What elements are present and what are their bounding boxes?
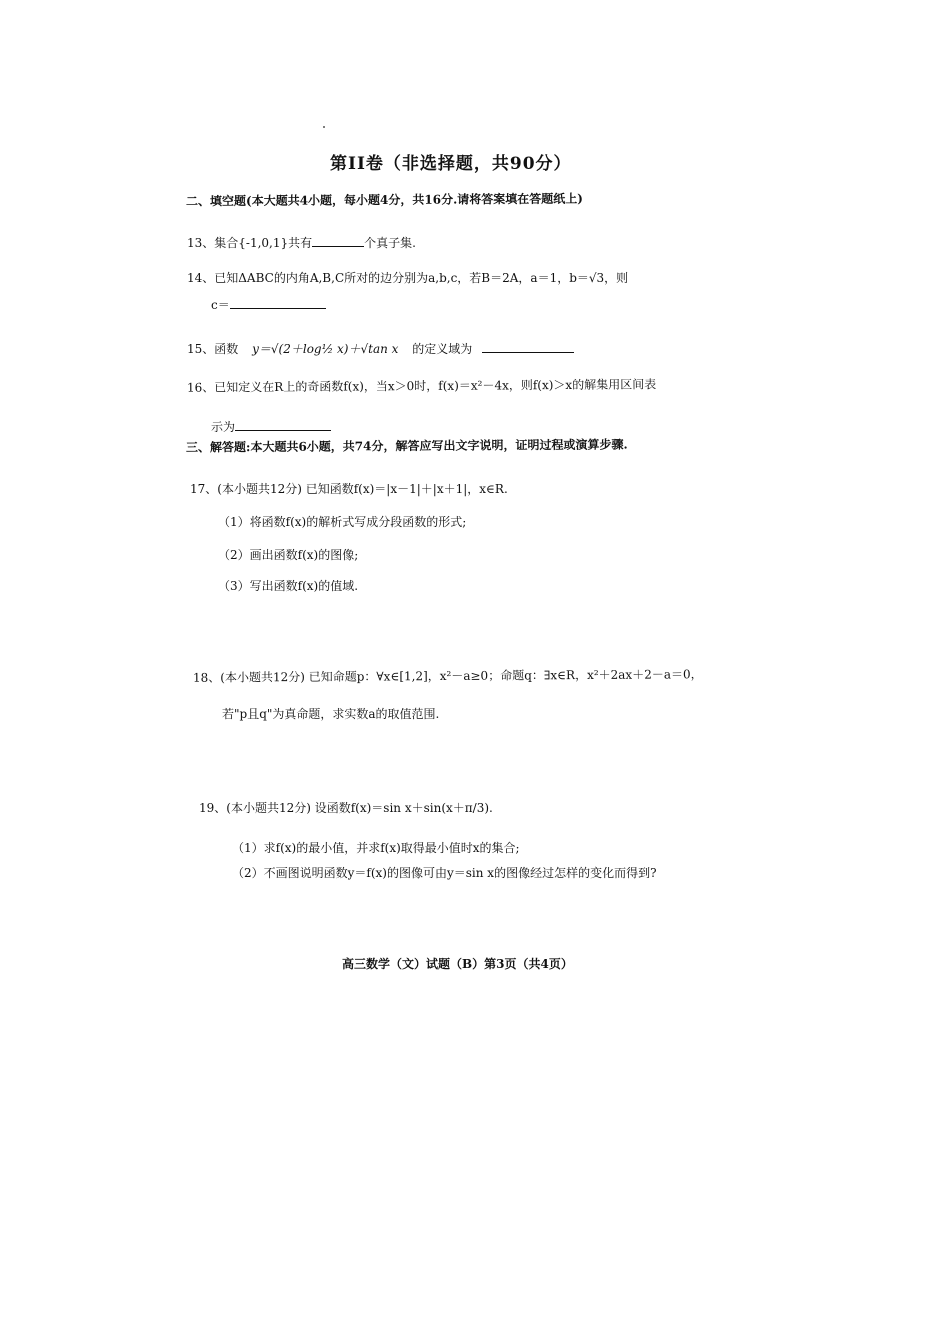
question-18-text: 18、(本小题共12分) 已知命题p：∀x∈[1,2]，x²－a≥0；命题q：∃x∈R，x²＋2ax＋2－a＝0， bbox=[192, 667, 703, 685]
page-footer: 高三数学（文）试题（B）第3页（共4页） bbox=[342, 957, 573, 971]
question-17-part-2: （2）画出函数f(x)的图像; bbox=[218, 548, 359, 562]
question-16-cont-text: 示为 bbox=[211, 420, 236, 434]
question-15-suffix: 的定义域为 bbox=[412, 342, 473, 356]
question-15 bbox=[187, 340, 574, 357]
question-14-cont-text: c＝ bbox=[211, 298, 230, 312]
question-19-part-2: （2）不画图说明函数y＝f(x)的图像可由y＝sin x的图像经过怎样的变化而得到? bbox=[232, 866, 657, 880]
question-18-continuation: 若"p且q"为真命题，求实数a的取值范围. bbox=[222, 707, 440, 721]
question-13-suffix: 个真子集. bbox=[364, 236, 416, 250]
question-14-continuation bbox=[211, 296, 326, 313]
question-17-text: 17、(本小题共12分) 已知函数f(x)＝|x－1|＋|x＋1|，x∈R. bbox=[190, 482, 508, 496]
part-title: 第II卷（非选择题，共90分） bbox=[330, 154, 572, 174]
scan-speck bbox=[323, 126, 325, 128]
question-17-part-3: （3）写出函数f(x)的值域. bbox=[218, 579, 359, 593]
question-16-continuation bbox=[211, 418, 331, 435]
question-16-text: 16、已知定义在R上的奇函数f(x)，当x＞0时，f(x)＝x²－4x，则f(x)＞x的解集用区间表 bbox=[186, 377, 657, 395]
section-answer-heading: 三、解答题:本大题共6小题，共74分，解答应写出文字说明，证明过程或演算步骤. bbox=[185, 437, 628, 455]
question-14-text: 14、已知ΔABC的内角A,B,C所对的边分别为a,b,c，若B＝2A，a＝1，b＝√3，则 bbox=[187, 271, 629, 285]
answer-blank-14 bbox=[230, 296, 326, 309]
answer-blank-15 bbox=[482, 340, 574, 353]
answer-blank-16 bbox=[235, 418, 331, 431]
question-19-text: 19、(本小题共12分) 设函数f(x)＝sin x＋sin(x＋π/3). bbox=[199, 801, 493, 815]
question-13-text: 13、集合{-1,0,1}共有 bbox=[187, 236, 313, 250]
question-19-part-1: （1）求f(x)的最小值，并求f(x)取得最小值时x的集合; bbox=[232, 841, 520, 855]
section-fill-in-heading: 二、填空题(本大题共4小题，每小题4分，共16分.请将答案填在答题纸上) bbox=[185, 191, 583, 209]
question-15-label: 15、函数 bbox=[187, 342, 239, 356]
question-15-formula: y＝√(2＋log½ x)＋√tan x bbox=[252, 342, 399, 356]
question-13 bbox=[187, 234, 416, 251]
answer-blank-13 bbox=[312, 234, 364, 247]
question-17-part-1: （1）将函数f(x)的解析式写成分段函数的形式; bbox=[218, 515, 467, 529]
